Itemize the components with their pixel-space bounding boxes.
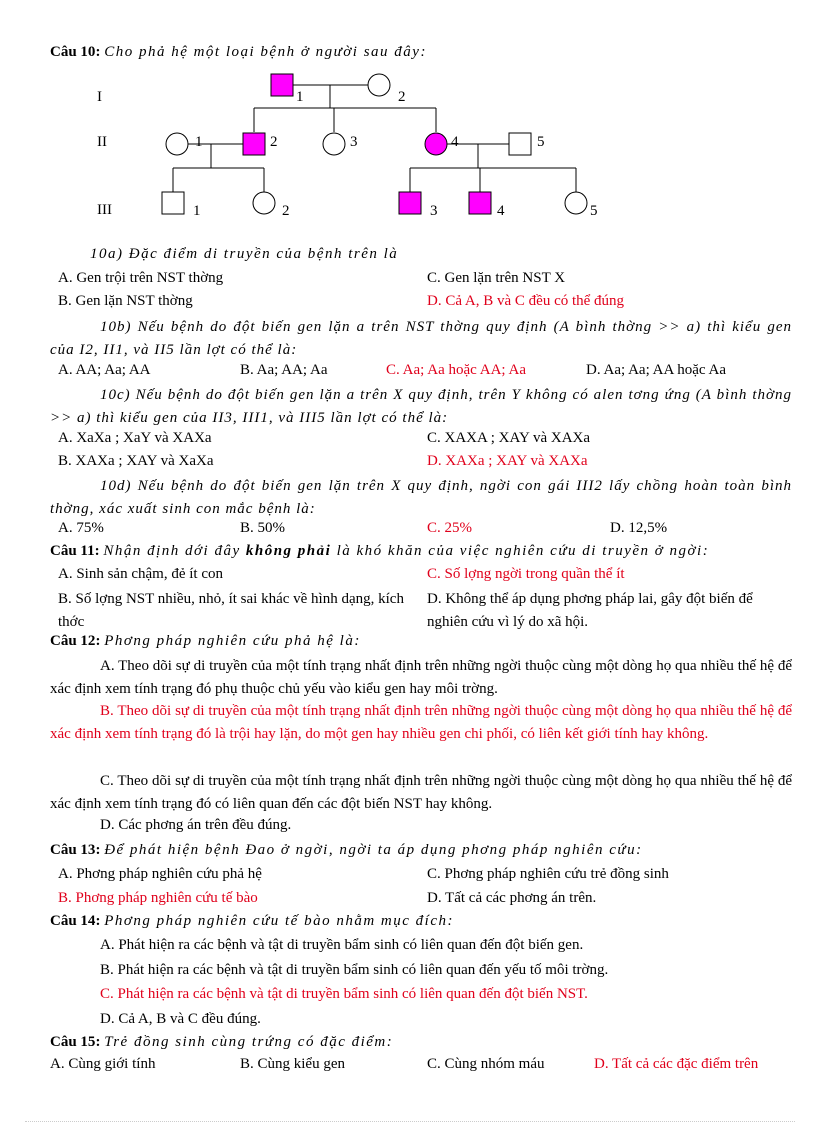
question-number: Câu 15	[50, 1034, 96, 1050]
pedigree-II4-affected-female	[425, 133, 447, 155]
option-c[interactable]: C. Cùng nhóm máu	[427, 1056, 545, 1072]
option-b[interactable]: B. Gen lặn NST thờng	[58, 293, 193, 309]
pedigree-III1-male	[162, 192, 184, 214]
option-c[interactable]: C. Phơng pháp nghiên cứu trẻ đồng sinh	[427, 866, 669, 882]
option-c-correct[interactable]: C. Phát hiện ra các bệnh và tật di truyền bẩm sinh có liên quan đến đột biến NST.	[100, 986, 588, 1002]
pedigree-II1-female	[166, 133, 188, 155]
individual-number: 3	[350, 134, 358, 150]
question-number: Câu 13	[50, 842, 96, 858]
option-a[interactable]: A. Cùng giới tính	[50, 1056, 156, 1072]
option-a[interactable]: A. 75%	[58, 520, 104, 536]
individual-number: 1	[193, 203, 201, 219]
pedigree-III2-female	[253, 192, 275, 214]
option-a[interactable]: A. XaXa ; XaY và XAXa	[58, 430, 212, 446]
option-a[interactable]: A. Sinh sản chậm, đẻ ít con	[58, 566, 223, 582]
question-11-header: Câu 11: Nhận định dới đây không phải là khó khăn của việc nghiên cứu di truyền ở ngời:	[50, 543, 710, 559]
page-bottom-divider	[25, 1121, 795, 1122]
pedigree-III3-affected-male	[399, 192, 421, 214]
pedigree-III5-female	[565, 192, 587, 214]
option-d-correct[interactable]: D. Cả A, B và C đều có thể đúng	[427, 293, 625, 309]
subquestion-10d-stem: 10d) Nếu bệnh do đột biến gen lặn trên X quy định, ngời con gái III2 lấy chồng hoàn toàn bình thờng, xác xuất sinh con mắc bệnh là:	[50, 478, 792, 517]
individual-number: 5	[590, 203, 598, 219]
pedigree-chart	[0, 60, 816, 230]
question-prompt: Để phát hiện bệnh Đao ở ngời, ngời ta áp dụng phơng pháp nghiên cứu:	[104, 842, 643, 858]
option-b[interactable]: B. XAXa ; XAY và XaXa	[58, 453, 214, 469]
option-d[interactable]: D. Aa; Aa; AA hoặc Aa	[586, 362, 726, 378]
option-b-correct[interactable]: B. Phơng pháp nghiên cứu tế bào	[58, 890, 258, 906]
question-number: Câu 14	[50, 913, 96, 929]
subquestion-10a-stem: 10a) Đặc điểm di truyền của bệnh trên là	[90, 246, 399, 262]
pedigree-II5-male	[509, 133, 531, 155]
option-c[interactable]: C. XAXA ; XAY và XAXa	[427, 430, 591, 446]
option-d[interactable]: D. 12,5%	[610, 520, 668, 536]
individual-number: 2	[282, 203, 290, 219]
pedigree-II2-affected-male	[243, 133, 265, 155]
individual-number: 5	[537, 134, 545, 150]
option-d[interactable]: D. Không thể áp dụng phơng pháp lai, gây đột biến để nghiên cứu vì lý do xã hội.	[427, 591, 753, 630]
question-prompt: Cho phả hệ một loại bệnh ở người sau đây:	[104, 44, 427, 60]
individual-number: 4	[497, 203, 505, 219]
pedigree-II3-female	[323, 133, 345, 155]
individual-number: 1	[195, 134, 203, 150]
question-prompt: Phơng pháp nghiên cứu tế bào nhằm mục đích:	[104, 913, 454, 929]
question-14-header: Câu 14: Phơng pháp nghiên cứu tế bào nhằm mục đích:	[50, 913, 454, 929]
question-10-header: Câu 10: Cho phả hệ một loại bệnh ở người sau đây:	[50, 44, 427, 60]
option-d-correct[interactable]: D. Tất cả các đặc điểm trên	[594, 1056, 759, 1072]
question-number: Câu 12	[50, 633, 96, 649]
option-a[interactable]: A. Gen trội trên NST thờng	[58, 270, 224, 286]
option-b-correct[interactable]: B. Theo dõi sự di truyền của một tính trạng nhất định trên những ngời thuộc cùng một dòng họ qua nhiều thế hệ để xác định xem tính trạng đó là trội hay lặn, do một gen hay nhiều gen chi phối, có liên kết giới tính hay không.	[50, 703, 792, 742]
individual-number: 2	[398, 89, 406, 105]
question-13-header: Câu 13: Để phát hiện bệnh Đao ở ngời, ngời ta áp dụng phơng pháp nghiên cứu:	[50, 842, 643, 858]
subquestion-10b-stem: 10b) Nếu bệnh do đột biến gen lặn a trên NST thờng quy định (A bình thờng >> a) thì kiểu gen của I2, II1, và II5 lần lợt có thể là:	[50, 319, 792, 358]
pedigree-I2-female	[368, 74, 390, 96]
individual-number: 4	[451, 134, 459, 150]
option-c-correct[interactable]: C. 25%	[427, 520, 472, 536]
option-b[interactable]: B. Aa; AA; Aa	[240, 362, 328, 378]
pedigree-I1-affected-male	[271, 74, 293, 96]
question-number: Câu 11	[50, 543, 95, 559]
question-number: Câu 10	[50, 44, 96, 60]
option-d[interactable]: D. Cả A, B và C đều đúng.	[100, 1011, 261, 1027]
question-prompt: Phơng pháp nghiên cứu phả hệ là:	[104, 633, 361, 649]
option-b[interactable]: B. Phát hiện ra các bệnh và tật di truyền bẩm sinh có liên quan đến yếu tố môi trờng.	[100, 962, 609, 978]
option-a[interactable]: A. Phơng pháp nghiên cứu phả hệ	[58, 866, 262, 882]
option-a[interactable]: A. AA; Aa; AA	[58, 362, 151, 378]
option-c[interactable]: C. Theo dõi sự di truyền của một tính trạng nhất định trên những ngời thuộc cùng một dòng họ qua nhiều thế hệ để xác định xem tính trạng đó có liên quan đến các đột biến NST hay không.	[50, 773, 792, 812]
option-a[interactable]: A. Theo dõi sự di truyền của một tính trạng nhất định trên những ngời thuộc cùng một dòng họ qua nhiều thế hệ để xác định xem tính trạng đó phụ thuộc chủ yếu vào kiểu gen hay môi trờng.	[50, 658, 792, 697]
question-prompt: Nhận định dới đây không phải là khó khăn của việc nghiên cứu di truyền ở ngời:	[103, 543, 710, 559]
option-d[interactable]: D. Các phơng án trên đều đúng.	[100, 817, 292, 833]
option-c[interactable]: C. Gen lặn trên NST X	[427, 270, 566, 286]
option-d[interactable]: D. Tất cả các phơng án trên.	[427, 890, 597, 906]
individual-number: 1	[296, 89, 304, 105]
option-a[interactable]: A. Phát hiện ra các bệnh và tật di truyền bẩm sinh có liên quan đến đột biến gen.	[100, 937, 584, 953]
option-b[interactable]: B. Số lợng NST nhiều, nhỏ, ít sai khác về hình dạng, kích thớc	[58, 591, 404, 630]
option-c-correct[interactable]: C. Số lợng ngời trong quần thể ít	[427, 566, 625, 582]
generation-label: II	[97, 134, 107, 150]
question-prompt: Trẻ đồng sinh cùng trứng có đặc điểm:	[104, 1034, 394, 1050]
pedigree-III4-affected-male	[469, 192, 491, 214]
question-12-header: Câu 12: Phơng pháp nghiên cứu phả hệ là:	[50, 633, 361, 649]
option-b[interactable]: B. 50%	[240, 520, 285, 536]
option-b[interactable]: B. Cùng kiểu gen	[240, 1056, 345, 1072]
individual-number: 2	[270, 134, 278, 150]
subquestion-10c-stem: 10c) Nếu bệnh do đột biến gen lặn a trên X quy định, trên Y không có alen tơng ứng (A bình thờng >> a) thì kiểu gen của II3, III1, và III5 lần lợt có thể là:	[50, 387, 792, 426]
generation-label: III	[97, 202, 112, 218]
option-d-correct[interactable]: D. XAXa ; XAY và XAXa	[427, 453, 588, 469]
generation-label: I	[97, 89, 102, 105]
question-15-header: Câu 15: Trẻ đồng sinh cùng trứng có đặc điểm:	[50, 1034, 394, 1050]
option-c-correct[interactable]: C. Aa; Aa hoặc AA; Aa	[386, 362, 526, 378]
individual-number: 3	[430, 203, 438, 219]
